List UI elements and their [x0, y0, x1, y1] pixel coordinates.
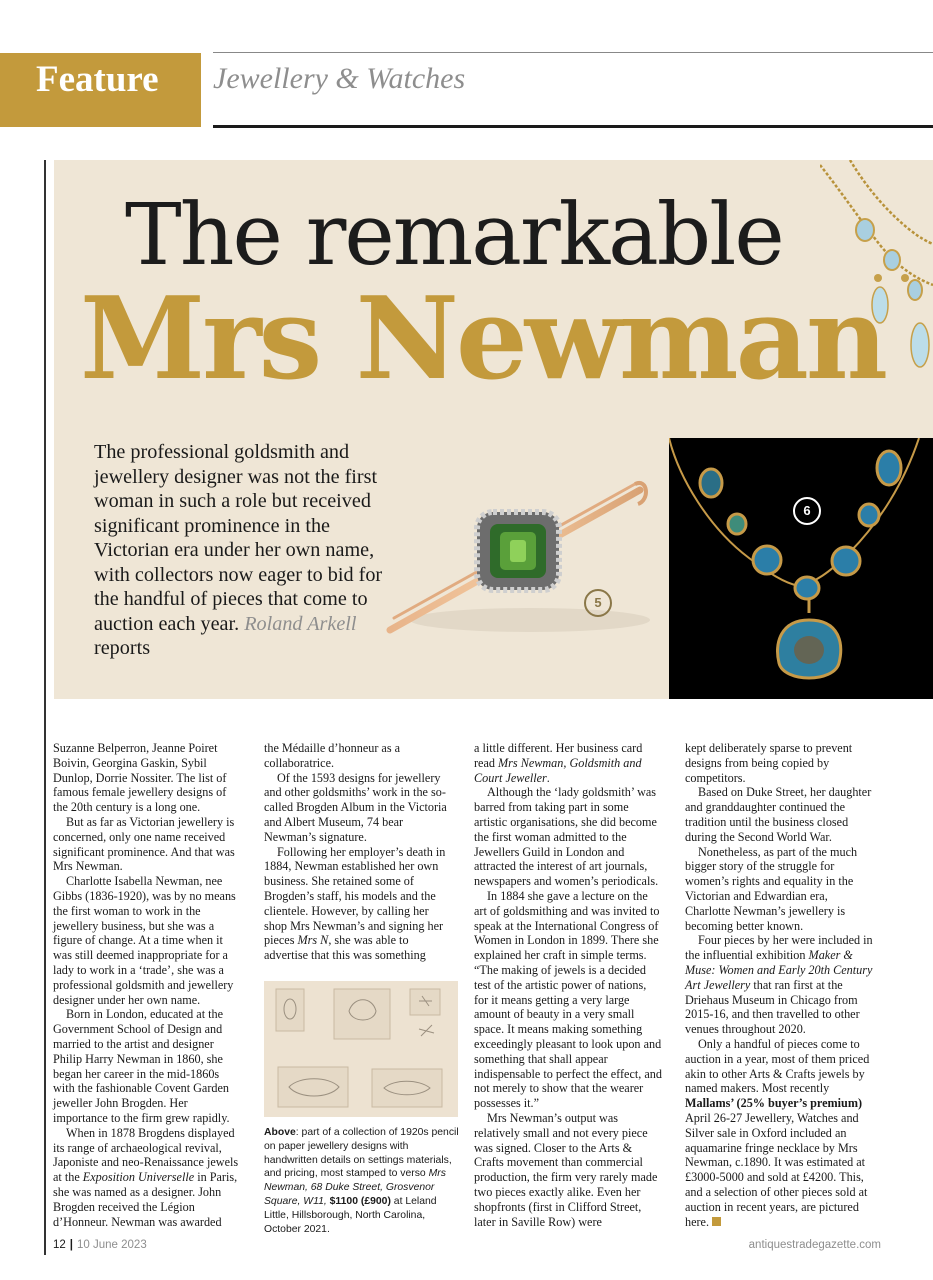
feature-label: Feature [36, 59, 159, 100]
paragraph: Nonetheless, as part of the much bigger story of the struggle for women’s rights and equality in the Victorian and Edwardian era, Charlotte Newman’s jewellery is becoming better known. [685, 844, 858, 933]
caption-lead: Above [264, 1127, 296, 1138]
text-run: Following her employer’s death in 1884, Newman established her own business. She retained some of Brogden’s staff, his models and the clientele. However, by calling her shop Mrs Newman’s and signing her pieces [264, 844, 446, 948]
section-label: Jewellery & Watches [213, 62, 466, 95]
caption-text: at Leland Little, Hillsborough, North Carolina, October 2021. [264, 1195, 437, 1235]
paragraph: But as far as Victorian jewellery is concerned, only one name received significant prominence. And that was Mrs Newman. [53, 814, 235, 874]
italic-run: Mrs Newman, Goldsmith and Court Jeweller [474, 755, 642, 785]
italic-run: Maker & Muse: Women and Early 20th Century Art Jewellery [685, 948, 873, 992]
end-mark-icon [712, 1217, 721, 1226]
website-link[interactable]: antiquestradegazette.com [748, 1239, 881, 1251]
paragraph: Of the 1593 designs for jewellery and other goldsmiths’ work in the so-called Brogden Album in the Victoria and Albert Museum, 74 bear Newman’s signature. [264, 770, 447, 844]
text-run: When in 1878 Brogdens displayed its range of archaeological revival, Japoniste and neo-Renaissance jewels at the [53, 1125, 239, 1185]
caption-price: $1100 (£900) [329, 1195, 391, 1207]
text-run: that ran first at the Driehaus Museum in Chicago from 2015-16, and then travelled to other venues throughout 2020. [685, 977, 860, 1037]
image-caption [264, 1126, 460, 1236]
paragraph [474, 741, 662, 785]
text-run: Four pieces by her were included in the influential exhibition [685, 933, 873, 963]
italic-run: Mrs N [297, 933, 329, 948]
footer-left [53, 1239, 147, 1251]
paragraph: the Médaille d’honneur as a collaboratrice. [264, 741, 401, 770]
title-line-1: The remarkable [125, 186, 783, 285]
paragraph: In 1884 she gave a lecture on the art of goldsmithing and was invited to speak at the International Congress of Women in London in 1899. There she explained her craft in simple terms. “The making of jewels is a decided test of the artistic power of nations, for it means getting a very large amount of beauty in a very small space. It means making something exceedingly pleasant to look upon and something that shall appear indispensable to perfect the effect, and not merely to show that the wearer possesses it.” [474, 888, 662, 1111]
paragraph [53, 1126, 241, 1230]
header-top-rule [213, 52, 933, 53]
article-column-4 [685, 741, 873, 1229]
article-column-1 [53, 741, 241, 1229]
paragraph [264, 845, 452, 963]
turquoise-necklace-image [669, 438, 933, 699]
byline-suffix: reports [94, 637, 151, 659]
paragraph: Suzanne Belperron, Jeanne Poiret Boivin, Georgina Gaskin, Sybil Dunlop, Dorrie Nossiter. The list of famous female jewellery designs of the 20th century is a long one. [53, 741, 227, 815]
byline-name: Roland Arkell [244, 612, 357, 635]
paragraph [685, 933, 873, 1037]
page-number: 12 [53, 1239, 66, 1251]
paragraph [685, 1037, 873, 1229]
image-number-5: 5 [584, 589, 612, 617]
turquoise-necklace-drawing [669, 438, 933, 699]
paragraph: kept deliberately sparse to prevent designs from being copied by competitors. [685, 741, 853, 785]
image-number-6: 6 [793, 497, 821, 525]
column-left-rule [44, 160, 46, 1255]
footer-separator: | [69, 1239, 74, 1251]
article-column-3 [474, 741, 662, 1229]
paragraph: Based on Duke Street, her daughter and granddaughter continued the tradition until the business closed during the Second World War. [685, 785, 872, 844]
text-run: April 26-27 Jewellery, Watches and Silver sale in Oxford included an aquamarine fringe necklace by Mrs Newman, c.1890. It was estimated at £3000-5000 and sold at £4200. This, and a selection of other pieces sold at auction in recent years, are pictured here. [685, 1110, 868, 1229]
text-run: . [546, 770, 550, 785]
text-run: , she was able to advertise that this was something [264, 933, 426, 963]
pencil-designs-image [264, 981, 458, 1117]
standfirst-text: The professional goldsmith and jewellery designer was not the first woman in such a role but received significant prominence in the Victorian era under her own name, with collectors now eager to bid for the handful of pieces that come to auction each year. [94, 441, 383, 635]
paragraph: Mrs Newman’s output was relatively small and not every piece was signed. Closer to the Arts & Crafts movement than commercial production, the firm very rarely made two pieces exactly alike. Even her shopfronts (first in Clifford Street, later in Saville Row) were [474, 1110, 658, 1229]
text-run: in Paris, she was named as a designer. John Brogden received the Légion d’Honneur. Newman was awarded [53, 1170, 238, 1229]
italic-run: Exposition Universelle [82, 1170, 195, 1185]
header-bottom-rule [213, 125, 933, 128]
issue-date: 10 June 2023 [77, 1239, 147, 1251]
caption-italic: Mrs Newman, 68 Duke Street, Grosvenor Square, W11, [264, 1168, 446, 1207]
text-run: Only a handful of pieces come to auction in a year, most of them priced akin to other Arts & Crafts jewels by named makers. Most recently [685, 1036, 870, 1096]
text-run: a little different. Her business card read [474, 741, 643, 770]
article-column-2 [264, 741, 452, 963]
paragraph: Although the ‘lady goldsmith’ was barred from taking part in some artistic organisations, she did become the first woman admitted to the Jewellers Guild in London and attracted the interest of art journals, newspapers and women’s periodicals. [474, 785, 659, 889]
paragraph: Charlotte Isabella Newman, nee Gibbs (1836-1920), was by no means the first woman to work in the jewellery business, but she was a figure of change. At a time when it was still deemed inappropriate for a lady to work in a ‘trade’, she was a professional goldsmith and jewellery designer under her own name. [53, 874, 236, 1007]
standfirst [94, 440, 394, 661]
brooch-image [380, 470, 660, 660]
caption-text: : part of a collection of 1920s pencil on paper jewellery designs with handwritten details on settings materials, and pricing, most stamped to verso [264, 1127, 459, 1180]
title-line-2: Mrs Newman [80, 272, 885, 405]
bold-run: Mallams’ (25% buyer’s premium) [685, 1096, 863, 1111]
paragraph: Born in London, educated at the Government School of Design and married to the artist and designer Philip Harry Newman in 1860, she began her career in the mid-1860s with the fashionable Covent Garden jeweller John Brogden. Her importance to the firm grew rapidly. [53, 1007, 230, 1125]
